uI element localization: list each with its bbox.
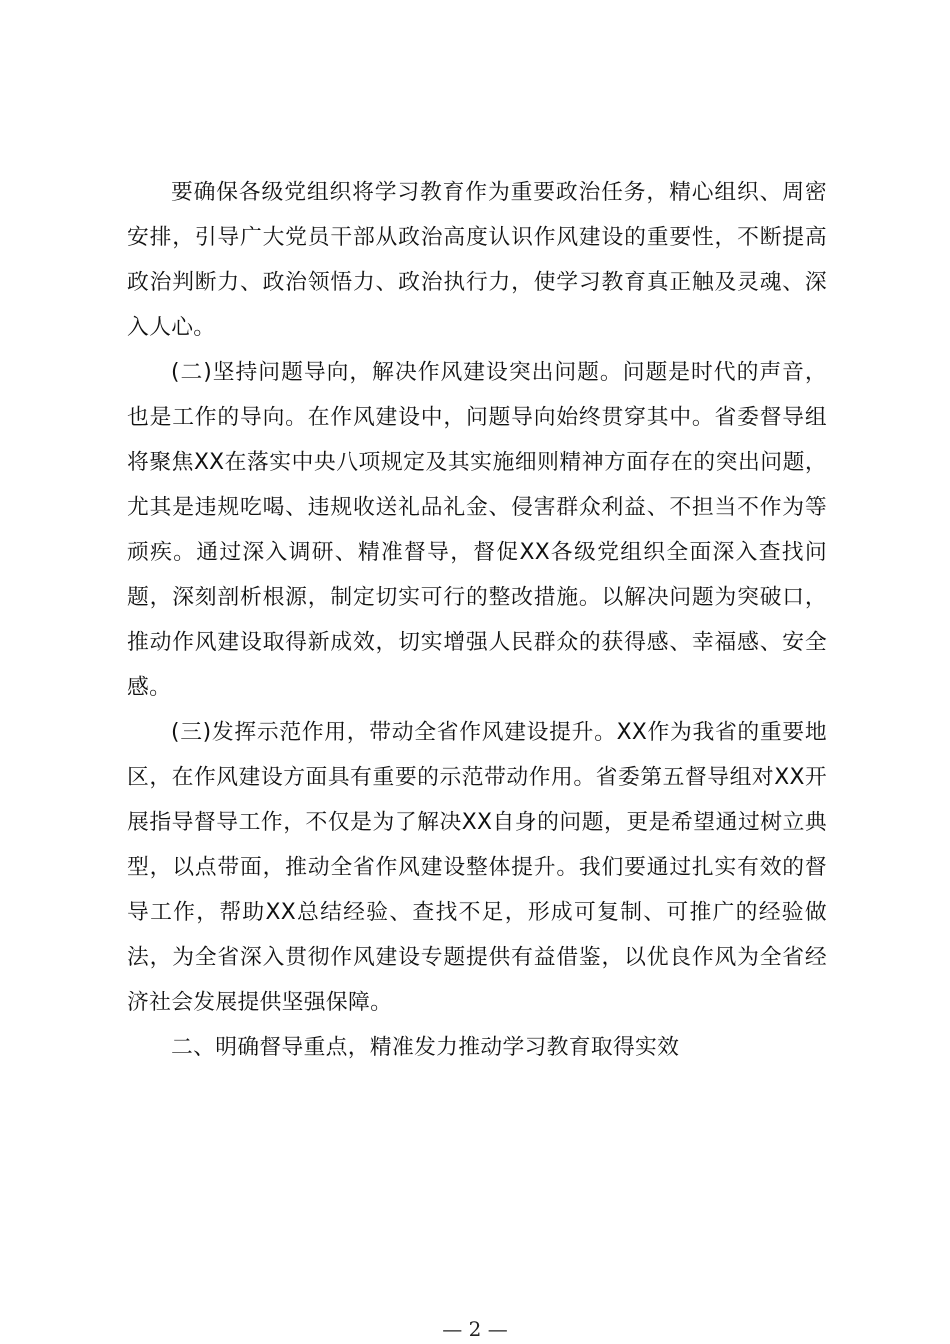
paragraph-problem-orientation: (二)坚持问题导向，解决作风建设突出问题。问题是时代的声音，也是工作的导向。在作风建设中，问题导向始终贯穿其中。省委督导组将聚焦XX在落实中央八项规定及其实施细则精神方面存在的突出问题，尤其是违规吃喝、违规收送礼品礼金、侵害群众利益、不担当不作为等顽疾。通过深入调研、精准督导，督促XX各级党组织全面深入查找问题，深刻剖析根源，制定切实可行的整改措施。以解决问题为突破口，推动作风建设取得新成效，切实增强人民群众的获得感、幸福感、安全感。	[127, 360, 827, 700]
section-heading: 二、明确督导重点，精准发力推动学习教育取得实效	[171, 1035, 680, 1060]
document-body	[127, 170, 827, 1070]
paragraph-demonstration-role: (三)发挥示范作用，带动全省作风建设提升。XX作为我省的重要地区，在作风建设方面具有重要的示范带动作用。省委第五督导组对XX开展指导督导工作，不仅是为了解决XX自身的问题，更是希望通过树立典型，以点带面，推动全省作风建设整体提升。我们要通过扎实有效的督导工作，帮助XX总结经验、查找不足，形成可复制、可推广的经验做法，为全省深入贯彻作风建设专题提供有益借鉴，以优良作风为全省经济社会发展提供坚强保障。	[127, 720, 827, 1015]
paragraph-study-education: 要确保各级党组织将学习教育作为重要政治任务，精心组织、周密安排，引导广大党员干部从政治高度认识作风建设的重要性，不断提高政治判断力、政治领悟力、政治执行力，使学习教育真正触及灵魂、深入人心。	[127, 180, 827, 340]
page-number: — 2 —	[442, 1317, 508, 1341]
